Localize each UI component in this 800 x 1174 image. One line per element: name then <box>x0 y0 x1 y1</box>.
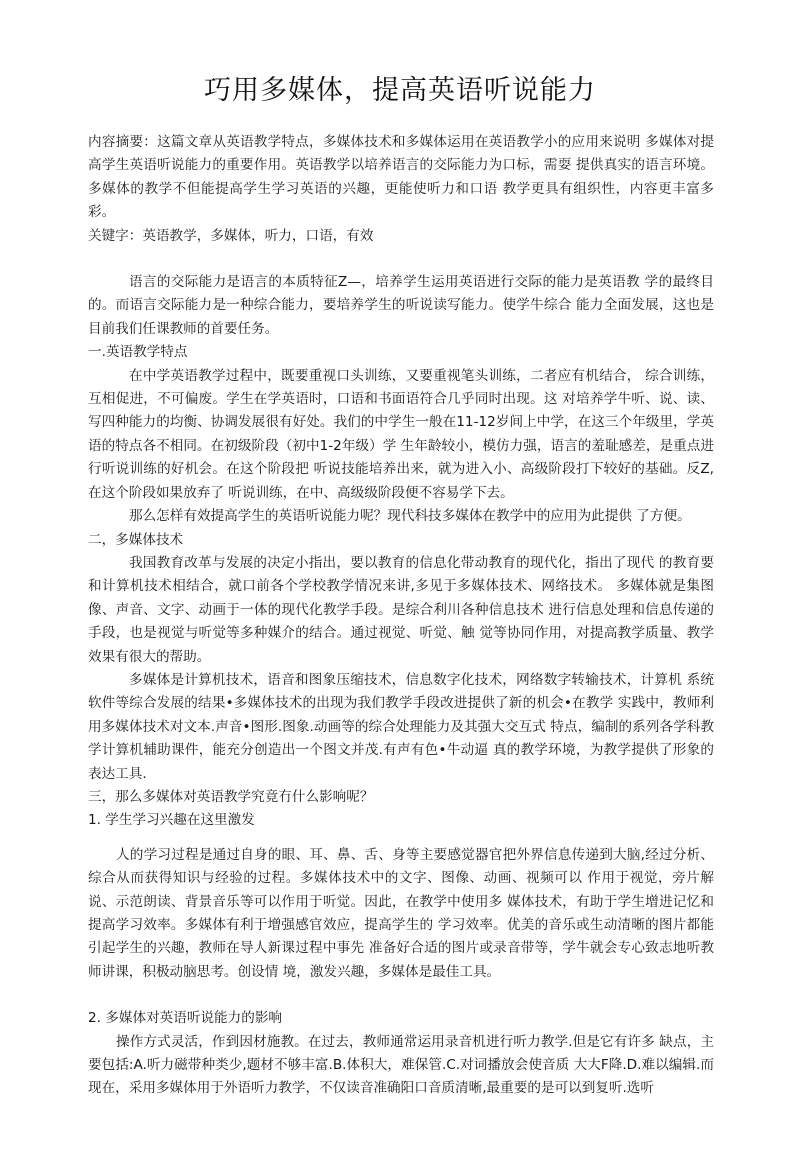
page-title: 巧用多媒体，提高英语听说能力 <box>204 75 596 106</box>
abstract-paragraph: 内容摘要：这篇文章从英语教学特点，多媒体技术和多媒体运用在英语教学小的应用来说明 多媒体对提高学生英语听说能力的重要作用。英语教学以培养语言的交际能力为口标，需耍 提供真实的语言环境。多媒体的教学不但能提高学生学习英语的兴趣，更能使听力和口语 教学更具有组织性，内容更丰富多彩。 <box>88 134 714 221</box>
subsection2-paragraph: 操作方式灵活，作到因材施教。在过去，教师通常运用录音机进行听力教学.但是它有许多 缺点，主要包括:A.听力磁带种类少,题材不够丰富.B.体积大，难保管.C.对词播放会使音质 大大F降.D.难以编辑.而现在，采用多媒体用于外语听力教学，不仅读音准确阳口音质清晰,最重要的是可以到复听.选听 <box>88 1033 714 1097</box>
section-heading-3: 三，那么多媒体对英语教学究竟冇什么影响呢？ <box>88 788 374 805</box>
subsection-heading-2: 2. 多媒体对英语听说能力的影响 <box>88 1010 283 1027</box>
section2-paragraph-1: 我国教育改革与发展的决定小指出，要以教育的信息化带动教育的现代化，指出了现代 的教育要和计算机技术相结合，就口前各个学校教学情况来讲,多见于多媒体技术、网络技术。 多媒体就是集图像、声音、文字、动画于一体的现代化教学手段。是综合利川各种信息技术 进行信息处理和信息传递的手段，也是视觉与听觉等多种媒介的结合。通过视觉、听觉、触 觉等协同作用，对提高教学质量、教学效果有很大的帮助。 <box>88 554 714 665</box>
section1-paragraph-2: 那么怎样有效提高学生的英语听说能力呢？现代科技多媒体在教学中的应用为此提供 了方便。 <box>129 508 691 525</box>
section1-paragraph-1: 在中学英语教学过程中，既要重视口头训练，又要重视笔头训练，二者应有机结合， 综合训练，互相促进，不可偏废。学生在学英语时，口语和书面语符合几乎同时出现。这 对培养学牛听、说、读、写四种能力的均衡、协调发展很有好处。我们的中学生一般在11-12岁间上中学，在这三个年级里，学英语的特点各不相同。在初级阶段（初中1-2年级）学 生年龄较小，模仿力强，语言的羞耻感差，是重点进行听说训练的好机会。在这个阶段把 听说技能培养出来，就为进入小、高级阶段打下较好的基础。反Z,在这个阶段如果放弃了 听说训练，在中、高级级阶段便不容易学下去。 <box>88 367 714 501</box>
subsection-heading-1: 1. 学生学习兴趣在这里激发 <box>88 812 255 829</box>
section-heading-2: 二，多媒体技术 <box>88 531 184 548</box>
section-heading-1: 一.英语教学特点 <box>88 344 188 361</box>
intro-paragraph: 语言的交际能力是语言的本质特征Z—，培养学生运用英语进行交际的能力是英语教 学的最终目的。而语言交际能力是一种综合能力，要培养学生的听说读写能力。使学牛综合 能力全面发展，这也是目前我们任课教师的首要任务。 <box>88 274 714 337</box>
section2-paragraph-2: 多媒体是计算机技术，语音和图象压缩技术，信息数字化技术，网络数字转输技术，计算机 系统软件等综合发展的结果•多媒体技术的出现为我们教学手段改进提供了新的机会•在教学 实践中，教师利用多媒体技术对文本.声音•图形.图象.动画等的综合处理能力及其强大交互式 特点，编制的系列各学科教学计算机辅助课件，能充分创造出一个图文并茂.有声有色•牛动逼 真的教学环境，为教学提供了形象的表达工具. <box>88 671 714 782</box>
document-body <box>88 131 714 1101</box>
keywords-line: 关键字：英语教学，多媒体，听力，口语，有效 <box>88 227 374 244</box>
subsection1-paragraph: 人的学习过程是通过自身的眼、耳、鼻、舌、身等主要感觉器官把外界信息传递到大脑,经过分析、综合从而获得知识与经验的过程。多媒体技术中的文字、图像、动画、视频可以 作用于视觉，旁片解说、示范朗读、背景音乐等可以作用于听觉。因此，在教学中使用多 媒体技术，有助于学生增进记忆和提高学习效率。多媒体有利于增强感官效应，提高学生的 学习效率。优美的音乐或生动清晰的图片都能引起学生的兴趣，教师在导人新课过程中事先 准备好合适的图片或录音带等，学牛就会专心致志地听教师讲课，积极动脑思考。创设情 境，激发兴趣，多媒体是最佳工具。 <box>88 846 714 980</box>
